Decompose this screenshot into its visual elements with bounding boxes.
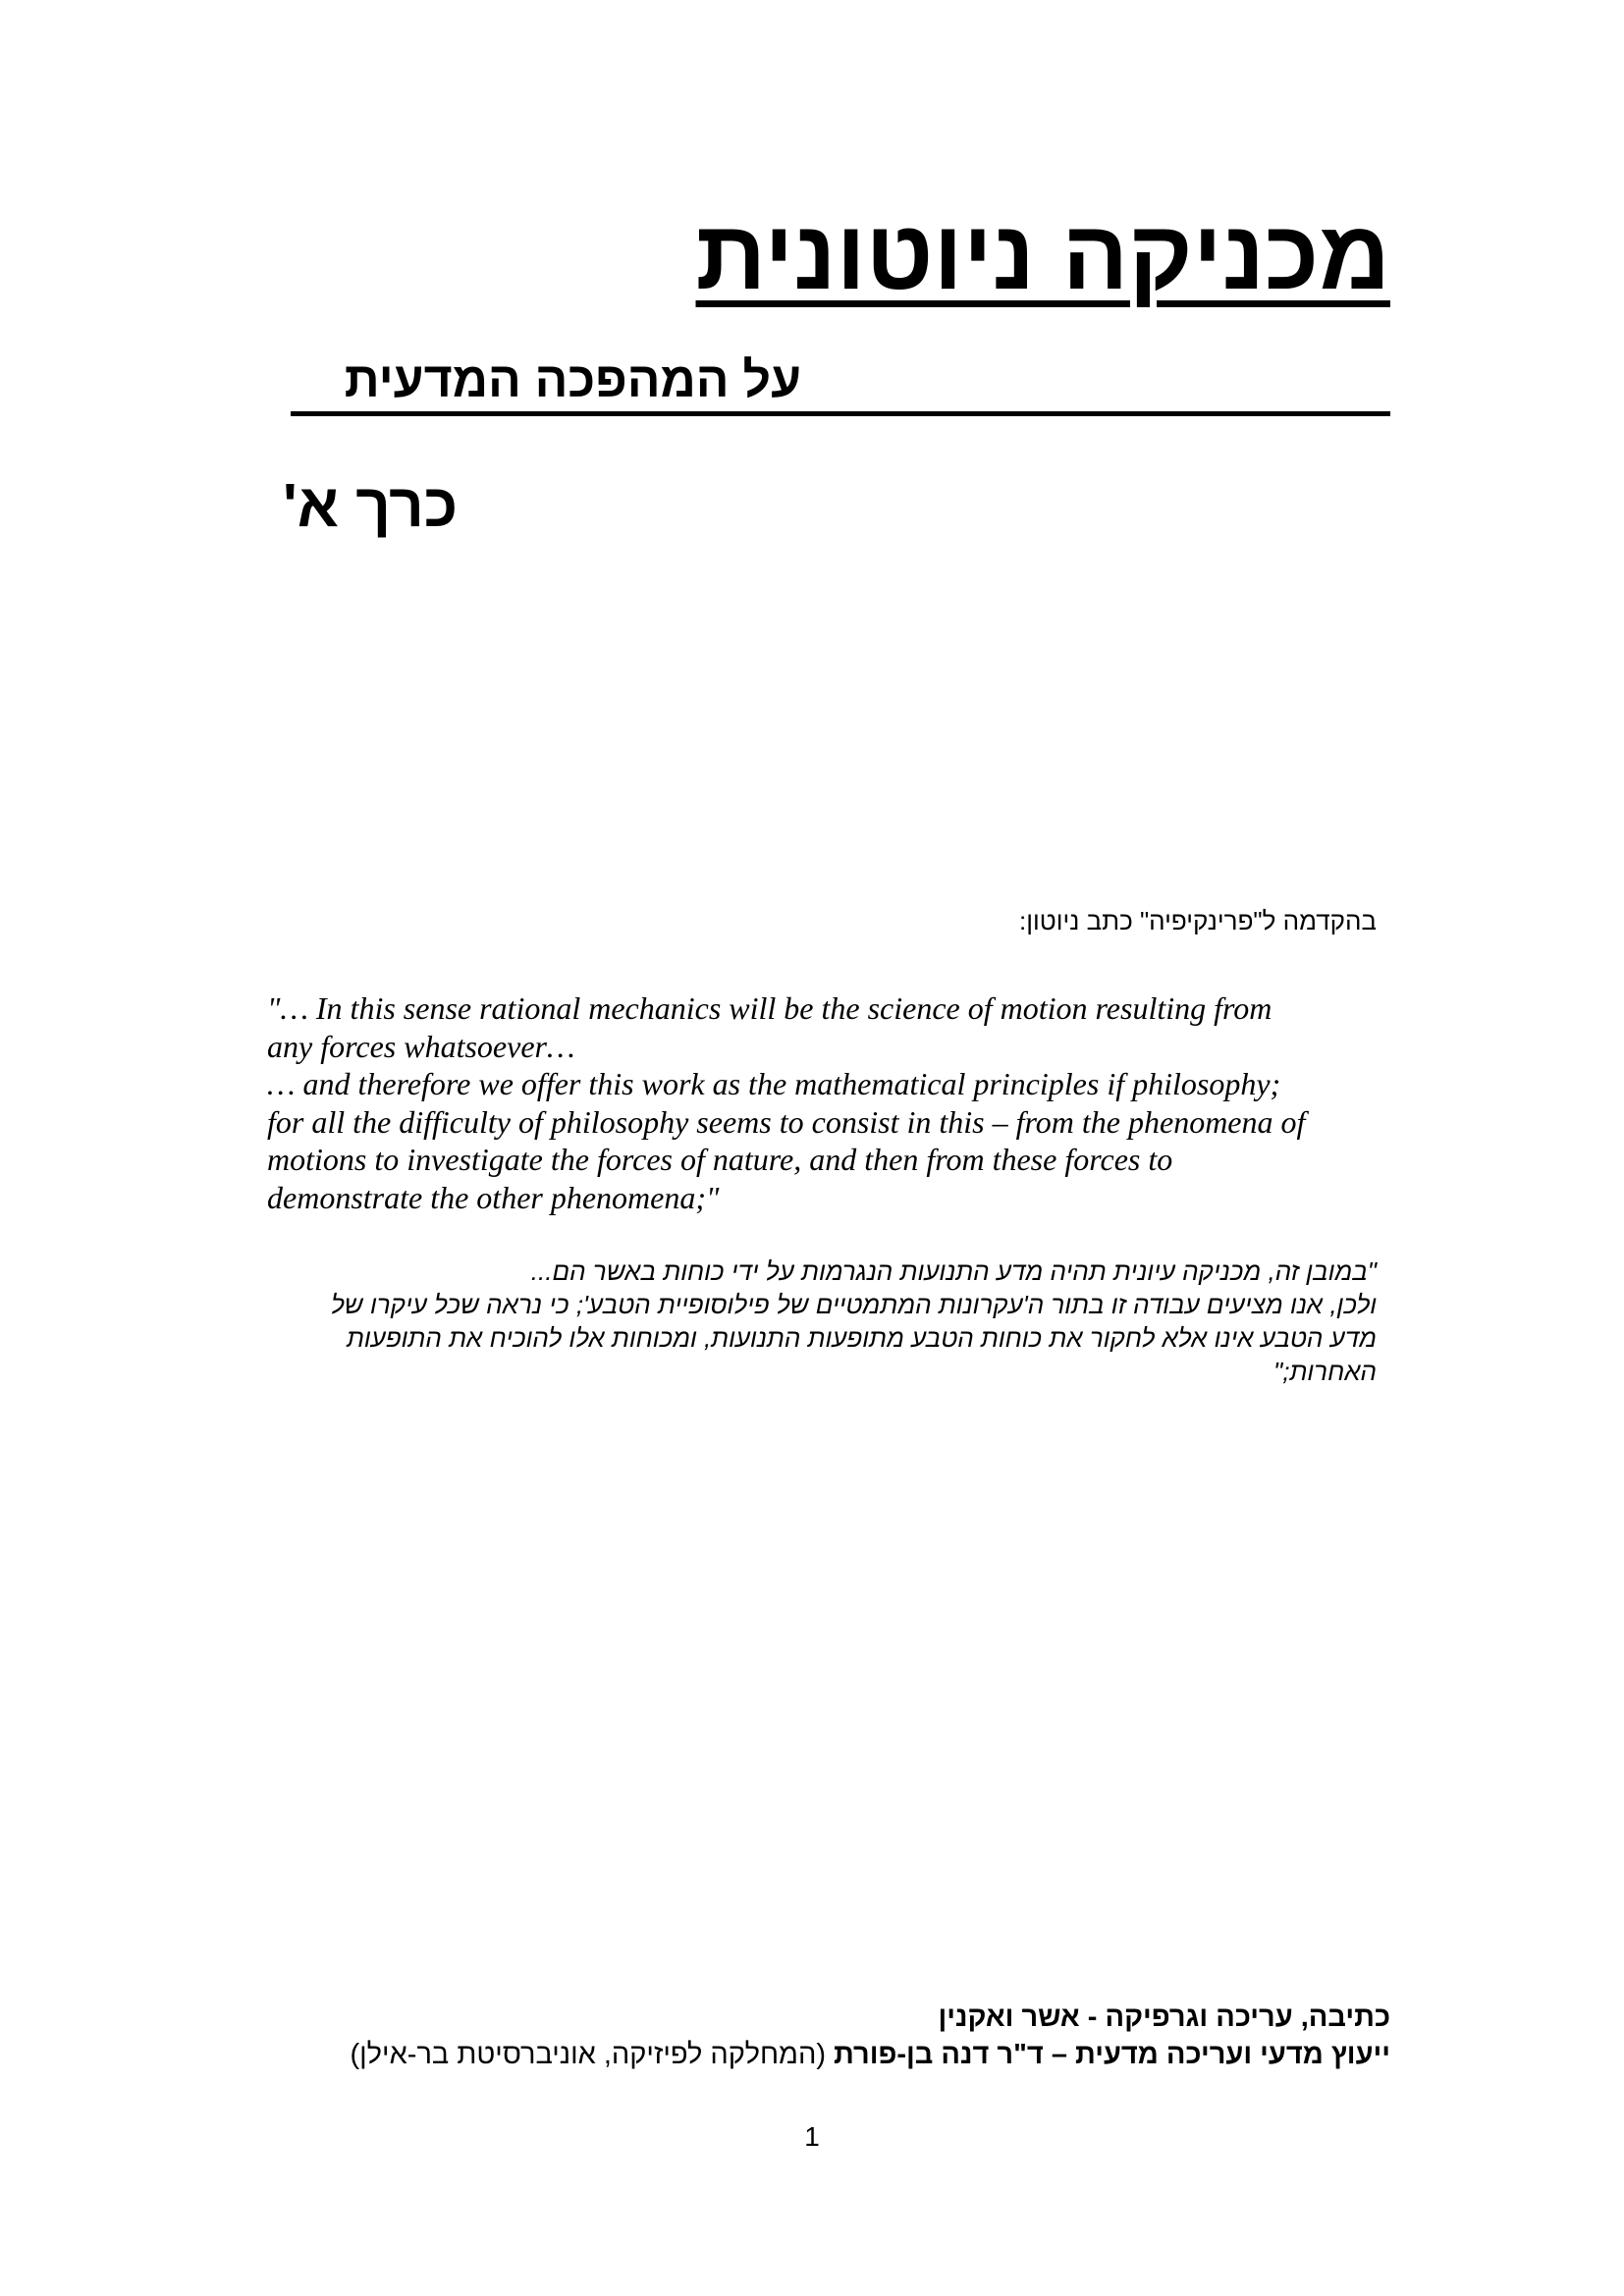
page-title: מכניקה ניוטונית: [695, 200, 1390, 310]
english-quote-line: "… In this sense rational mechanics will be the science of motion resulting from: [267, 990, 1272, 1026]
hebrew-quote-line: "במובן זה, מכניקה עיונית תהיה מדע התנועות הנגרמות על ידי כוחות באשר הם...: [530, 1256, 1377, 1286]
english-quote-line: motions to investigate the forces of nature, and then from these forces to: [267, 1142, 1173, 1177]
credits: [350, 1999, 1390, 2073]
english-quote-line: … and therefore we offer this work as the mathematical principles if philosophy;: [267, 1066, 1281, 1101]
hebrew-quote: [257, 1255, 1377, 1388]
intro-text: בהקדמה ל"פרינקיפיה" כתב ניוטון:: [1019, 906, 1377, 935]
credits-advisor: [350, 2036, 1390, 2073]
credits-author: כתיבה, עריכה וגרפיקה - אשר ואקנין: [938, 2002, 1390, 2033]
english-quote: [267, 989, 1396, 1216]
subtitle-rule: [291, 346, 1390, 416]
english-quote-line: for all the difficulty of philosophy seems to consist in this – from the phenomena of: [267, 1103, 1306, 1140]
hebrew-quote-line: האחרות;": [1273, 1357, 1377, 1386]
english-quote-line: demonstrate the other phenomena;": [267, 1179, 720, 1215]
credits-advisor-name: ייעוץ מדעי ועריכה מדעית – ד"ר דנה בן-פורת: [834, 2039, 1390, 2070]
page-number: 1: [804, 2121, 820, 2152]
hebrew-quote-line: ולכן, אנו מציעים עבודה זו בתור ה'עקרונות המתמטיים של פילוסופיית הטבע'; כי נראה שכל עיקרו של: [330, 1290, 1377, 1319]
english-quote-line: any forces whatsoever…: [267, 1028, 575, 1064]
hebrew-quote-line: מדע הטבע אינו אלא לחקור את כוחות הטבע מתופעות התנועות, ומכוחות אלו להוכיח את התופעות: [346, 1323, 1377, 1353]
subtitle: על המהפכה המדעית: [344, 352, 801, 407]
credits-affiliation: (המחלקה לפיזיקה, אוניברסיטת בר-אילן): [350, 2039, 835, 2070]
volume-label: כרך א': [283, 472, 459, 540]
